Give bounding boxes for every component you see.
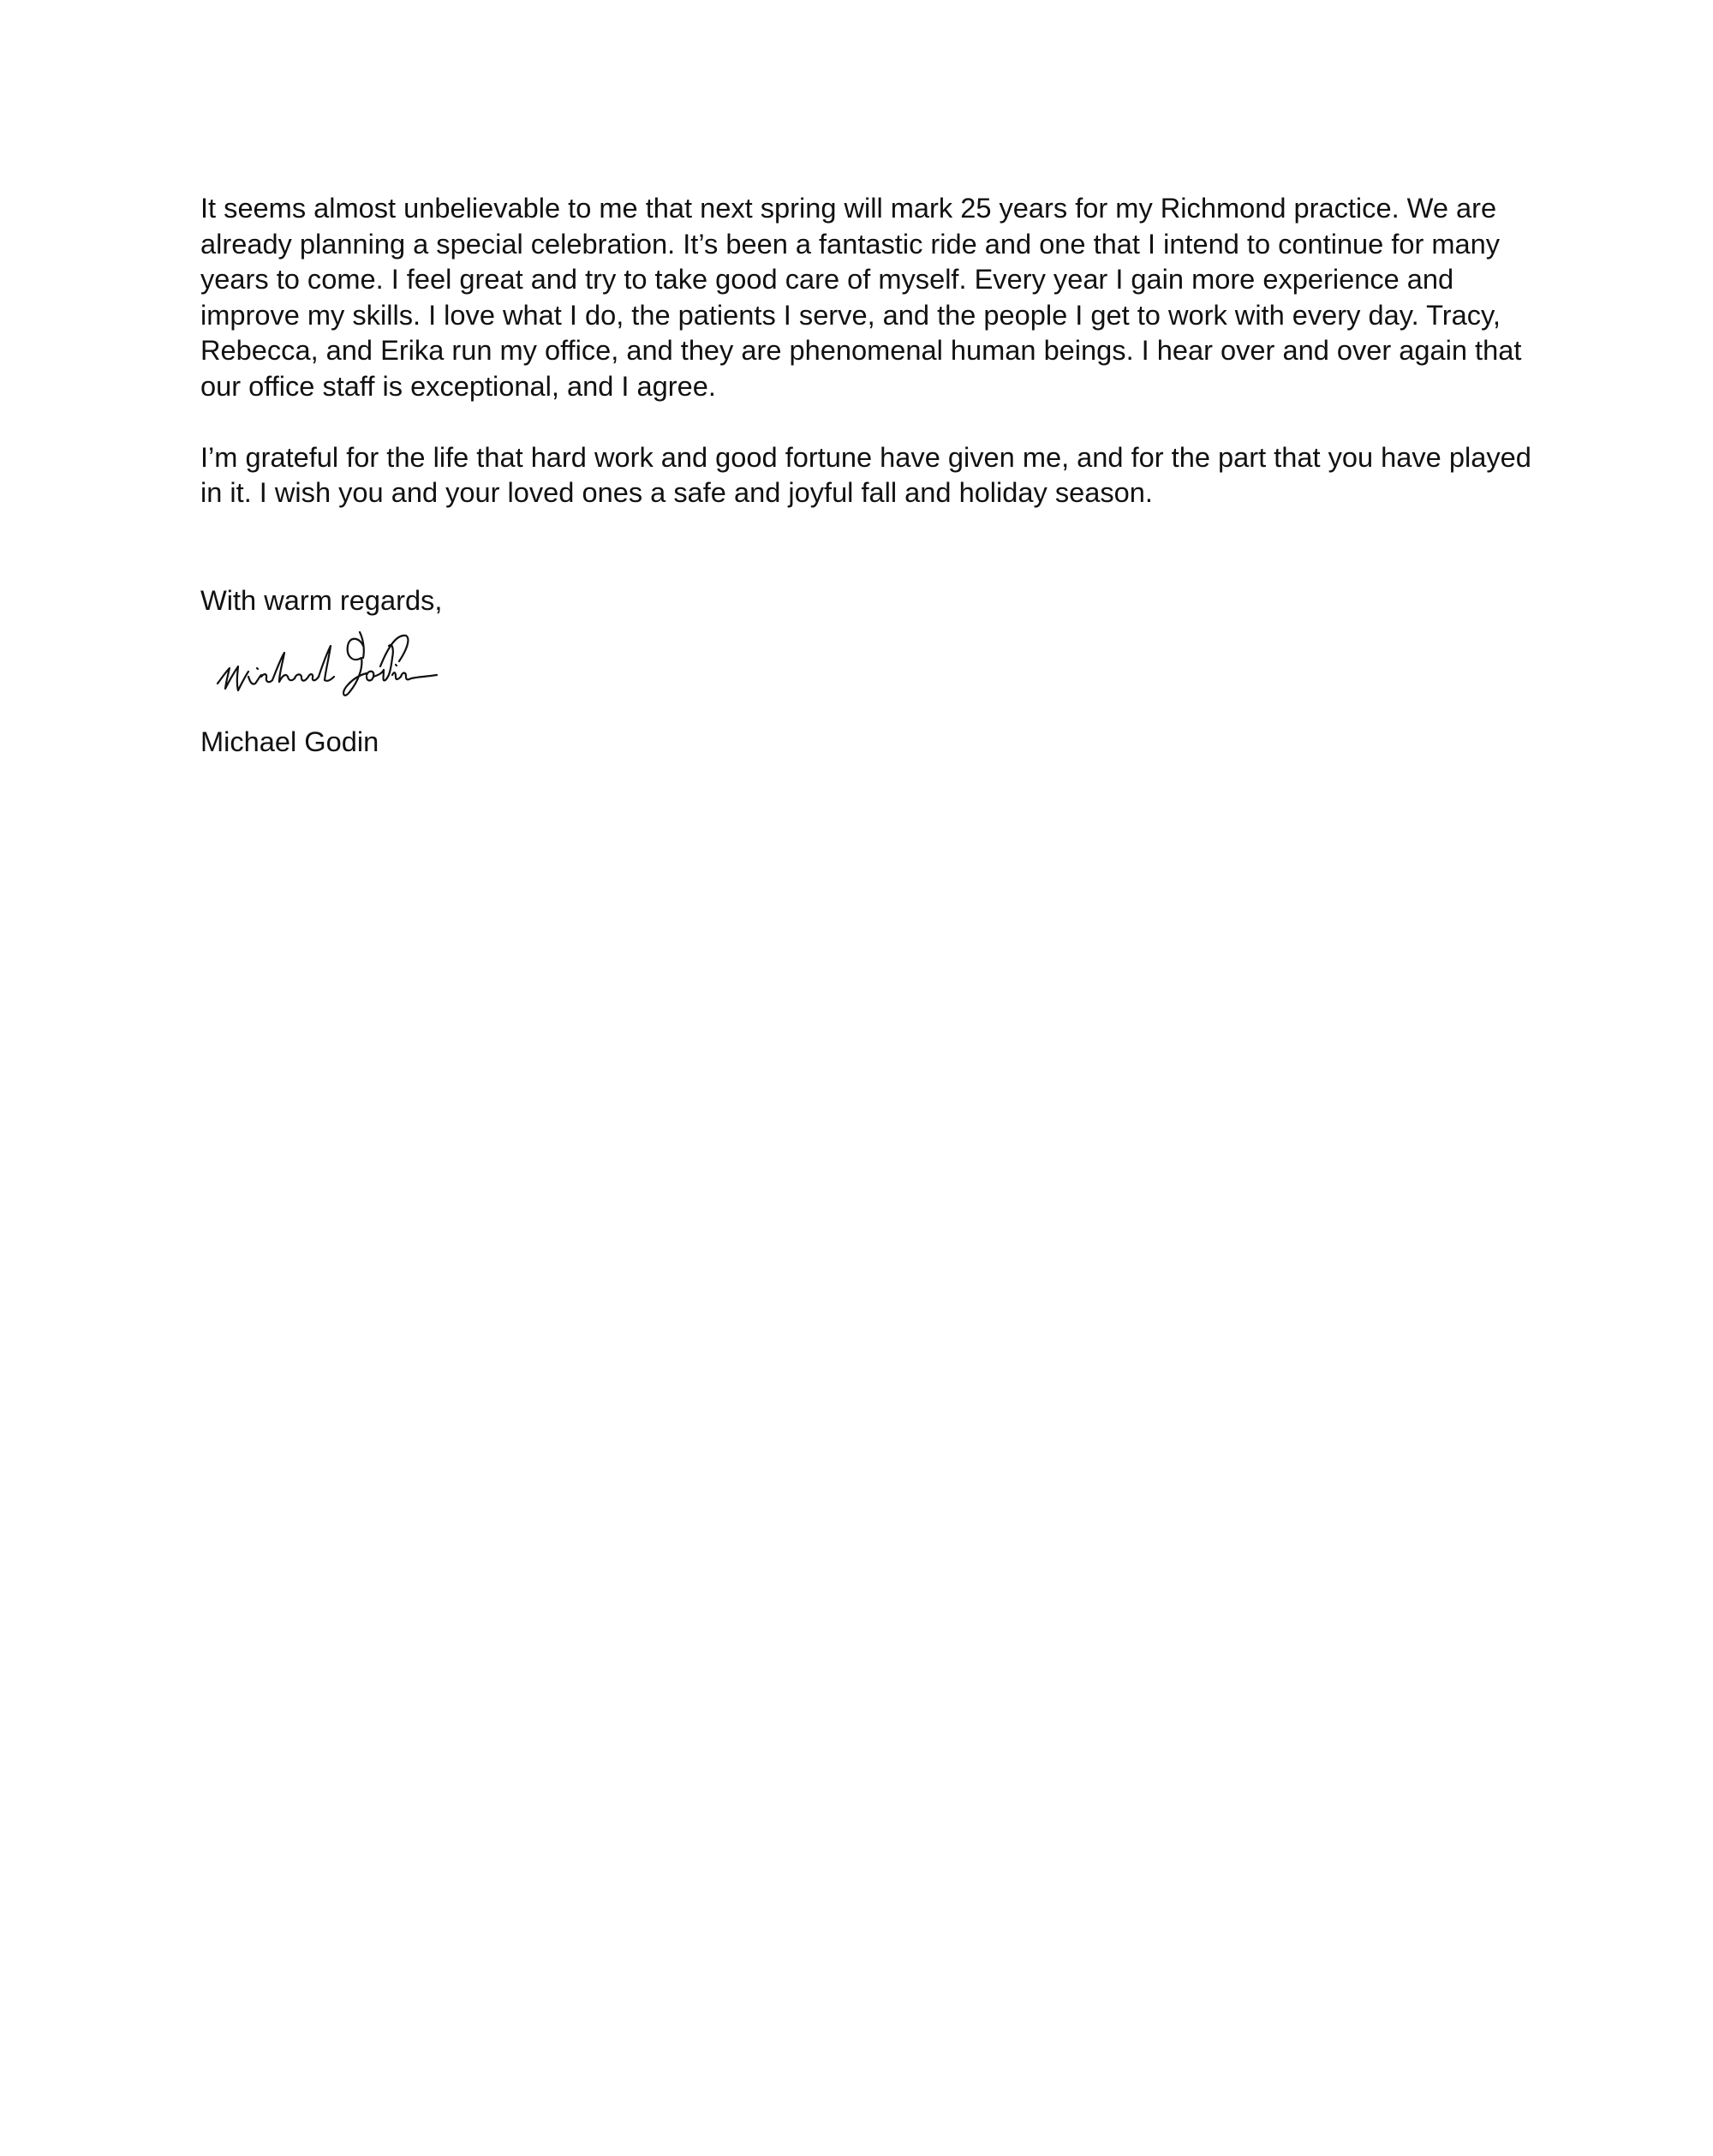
signer-name: Michael Godin (200, 726, 379, 757)
handwritten-signature (212, 624, 461, 709)
letter-body (200, 190, 1537, 511)
letter-paragraph-2: I’m grateful for the life that hard work and good fortune have given me, and for the part that you have played in it. I wish you and your loved ones a safe and joyful fall and holiday season. (200, 440, 1531, 508)
letter-paragraph-1: It seems almost unbelievable to me that next spring will mark 25 years for my Richmond practice. We are already planning a special celebration. It’s been a fantastic ride and one that I intend to continue for many years to come. I feel great and try to take good care of myself. Every year I gain more experience and improve my skills. I love what I do, the patients I serve, and the people I get to work with every day. Tracy, Rebecca, and Erika run my office, and they are phenomenal human beings. I hear over and over again that our office staff is exceptional, and I agree. (200, 192, 1522, 402)
closing-salutation: With warm regards, (200, 584, 443, 616)
